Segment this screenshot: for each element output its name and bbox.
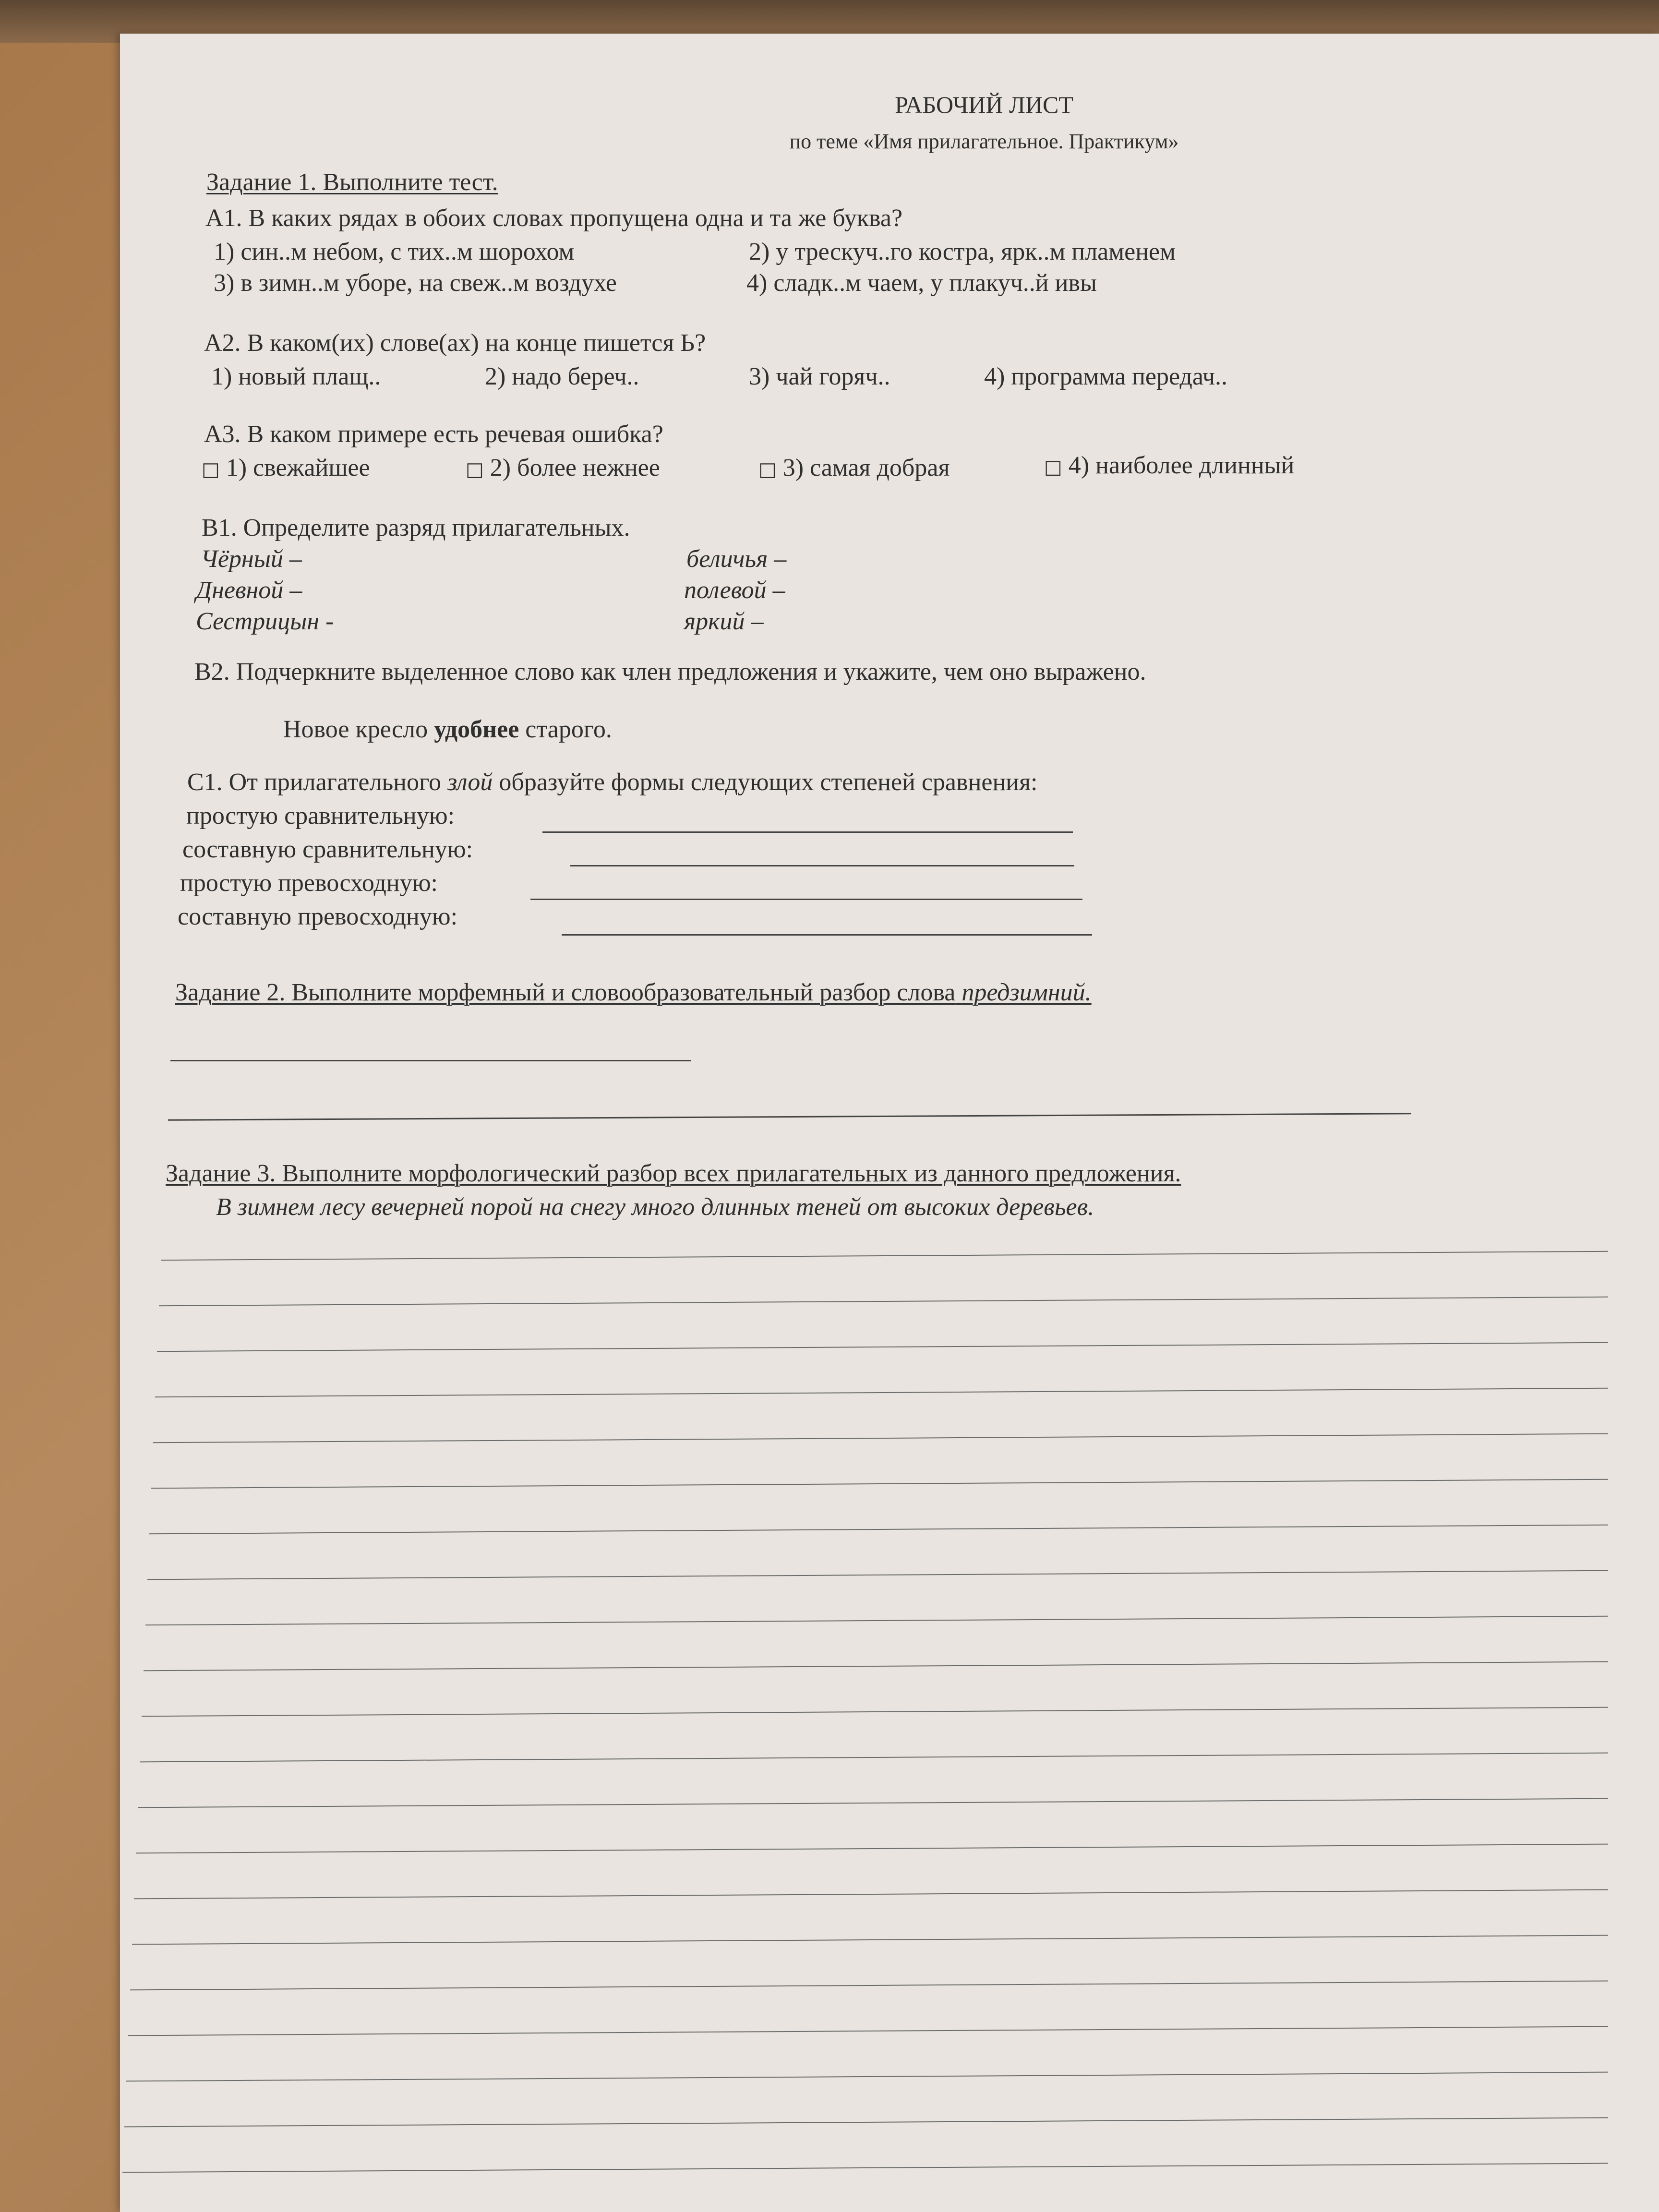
c1-answer-line-4[interactable] xyxy=(562,934,1092,936)
c1-field-3-label: простую превосходную: xyxy=(180,869,438,897)
writing-line[interactable] xyxy=(157,1342,1608,1352)
writing-line[interactable] xyxy=(144,1661,1608,1671)
writing-line[interactable] xyxy=(138,1798,1608,1808)
a3-option-4[interactable]: □ 4) наиболее длинный xyxy=(1044,452,1295,479)
b1-left-1: Чёрный – xyxy=(201,545,302,573)
checkbox-icon[interactable]: □ xyxy=(1044,456,1062,478)
task2-answer-line-1[interactable] xyxy=(170,1060,691,1061)
page-title: РАБОЧИЙ ЛИСТ xyxy=(895,91,1073,118)
writing-line[interactable] xyxy=(161,1251,1608,1261)
task1-title: Задание 1. Выполните тест. xyxy=(206,168,498,196)
task3-sentence: В зимнем лесу вечерней порой на снегу много длинных теней от высоких деревьев. xyxy=(216,1193,1094,1221)
writing-line[interactable] xyxy=(140,1753,1608,1763)
writing-line[interactable] xyxy=(145,1616,1608,1626)
a1-question: А1. В каких рядах в обоих словах пропущена одна и та же буква? xyxy=(205,204,903,232)
b2-question: В2. Подчеркните выделенное слово как член предложения и укажите, чем оно выражено. xyxy=(194,658,1146,685)
checkbox-icon[interactable]: □ xyxy=(758,458,777,481)
checkbox-icon[interactable]: □ xyxy=(202,458,220,481)
c1-field-1-label: простую сравнительную: xyxy=(186,802,455,830)
writing-line[interactable] xyxy=(130,1981,1608,1991)
a1-option-3: 3) в зимн..м уборе, на свеж..м воздухе xyxy=(214,269,617,297)
c1-answer-line-2[interactable] xyxy=(570,865,1074,866)
c1-field-4-label: составную превосходную: xyxy=(178,903,458,930)
b1-left-3: Сестрицын - xyxy=(196,608,334,635)
writing-line[interactable] xyxy=(136,1844,1608,1854)
b1-right-1: беличья – xyxy=(686,545,787,573)
a3-option-3[interactable]: □ 3) самая добрая xyxy=(758,454,950,481)
writing-line[interactable] xyxy=(153,1433,1608,1443)
worksheet-page xyxy=(120,34,1659,2212)
writing-line[interactable] xyxy=(128,2026,1608,2036)
c1-answer-line-1[interactable] xyxy=(542,831,1073,833)
a2-option-4: 4) программа передач.. xyxy=(984,363,1227,390)
a3-question: А3. В каком примере есть речевая ошибка? xyxy=(204,421,663,448)
page-subtitle: по теме «Имя прилагательное. Практикум» xyxy=(789,130,1179,153)
b1-left-2: Дневной – xyxy=(196,577,302,604)
c1-answer-line-3[interactable] xyxy=(530,899,1082,900)
c1-question: С1. От прилагательного злой образуйте формы следующих степеней сравнения: xyxy=(187,769,1038,796)
b1-question: В1. Определите разряд прилагательных. xyxy=(202,514,630,541)
b2-highlighted-word[interactable]: удобнее xyxy=(434,716,519,743)
a2-question: А2. В каком(их) слове(ах) на конце пишется Ь? xyxy=(204,329,706,357)
writing-line[interactable] xyxy=(149,1525,1608,1535)
writing-line[interactable] xyxy=(132,1935,1608,1945)
checkbox-icon[interactable]: □ xyxy=(466,458,484,481)
b2-sentence: Новое кресло удобнее старого. xyxy=(283,716,612,743)
task2-word: предзимний. xyxy=(962,979,1092,1006)
a1-option-4: 4) сладк..м чаем, у плакуч..й ивы xyxy=(746,269,1097,297)
writing-line[interactable] xyxy=(151,1479,1608,1489)
task2-title: Задание 2. Выполните морфемный и словообразовательный разбор слова предзимний. xyxy=(175,979,1092,1006)
a3-option-1[interactable]: □ 1) свежайшее xyxy=(202,454,370,481)
a2-option-3: 3) чай горяч.. xyxy=(749,363,890,390)
a1-option-1: 1) син..м небом, с тих..м шорохом xyxy=(214,238,575,265)
writing-line[interactable] xyxy=(124,2117,1608,2128)
b1-right-2: полевой – xyxy=(684,577,785,604)
writing-line[interactable] xyxy=(126,2072,1608,2082)
b1-right-3: яркий – xyxy=(684,608,764,635)
a2-option-2: 2) надо береч.. xyxy=(485,363,639,390)
writing-line[interactable] xyxy=(155,1388,1608,1397)
task3-title: Задание 3. Выполните морфологический разбор всех прилагательных из данного предложения. xyxy=(166,1160,1181,1187)
writing-line[interactable] xyxy=(134,1889,1608,1899)
writing-line[interactable] xyxy=(159,1297,1608,1306)
writing-line[interactable] xyxy=(147,1570,1608,1580)
writing-line[interactable] xyxy=(142,1707,1608,1717)
a1-option-2: 2) у трескуч..го костра, ярк..м пламенем xyxy=(749,238,1176,265)
writing-line[interactable] xyxy=(122,2163,1608,2173)
a3-option-2[interactable]: □ 2) более нежнее xyxy=(466,454,660,481)
c1-field-2-label: составную сравнительную: xyxy=(182,836,473,863)
a2-option-1: 1) новый плащ.. xyxy=(211,363,381,390)
task2-answer-line-2[interactable] xyxy=(168,1113,1411,1121)
